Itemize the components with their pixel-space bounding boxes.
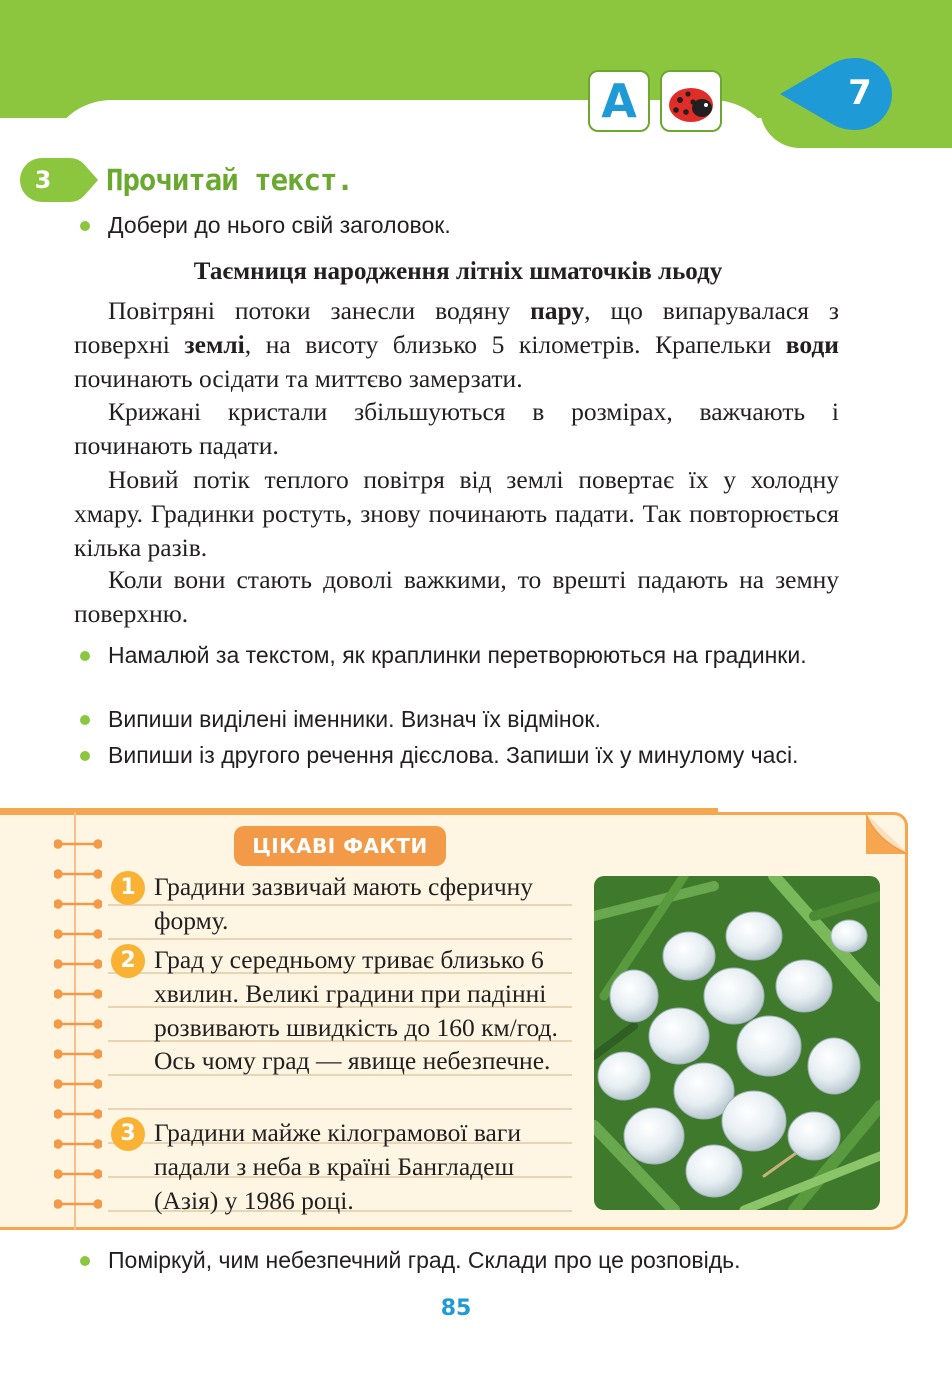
fact-text: Градини майже кілограмової ваги падали з неба в країні Бангладеш (Азія) у 1986 році. [154,1118,521,1215]
bullet-icon [80,651,90,661]
story-title: Таємниця народження літніх шматочків льоду [193,258,723,285]
fact-number: 2 [120,948,136,973]
fact-number: 1 [120,875,136,900]
page-fold-icon [866,814,908,854]
page-number: 85 [440,1296,472,1321]
ruled-line [108,1108,572,1110]
final-task: Поміркуй, чим небезпечний град. Склади про це розповідь. [76,1245,840,1276]
fact-text: Град у середньому триває близько 6 хвилин. Великі градини при падінні розвивають швидкість до 160 км/год. Ось чому град — явище небезпечне. [154,945,558,1076]
letter-a-badge [590,72,648,130]
highlighted-noun: води [785,329,840,359]
highlighted-noun: землі [184,329,245,359]
bullet-icon [80,751,90,761]
fact-text: Градини зазвичай мають сферичну форму. [154,872,534,935]
task-instruction: Добери до нього свій заголовок. [76,210,451,241]
spiral-binding-icon [54,832,102,1216]
facts-label: ЦІКАВІ ФАКТИ [234,826,446,866]
ladybug-badge [662,72,720,130]
task-item: Випиши виділені іменники. Визнач їх відмінок. [76,704,840,735]
bullet-icon [80,1256,90,1266]
letter-a-icon: A [601,74,637,128]
story-paragraph-4: Коли вони стають доволі важкими, то врешті падають на земну поверхню. [74,565,839,628]
bullet-icon [80,715,90,725]
ladybug-icon [662,72,720,130]
task-number: 3 [34,166,52,194]
hailstones-photo [594,876,880,1210]
story-paragraph-2: Крижані кристали збільшуються в розмірах, важчають і починають падати. [74,397,839,460]
task-item: Випиши із другого речення дієслова. Запиши їх у минулому часі. [76,740,840,771]
fact-number: 3 [120,1121,136,1146]
task-title: Прочитай текст. [106,163,353,197]
story-paragraph-3: Новий потік теплого повітря від землі повертає їх у холодну хмару. Градинки ростуть, знову починають падати. Так повторюється кілька разів. [74,465,839,562]
task-item: Намалюй за текстом, як краплинки перетворюються на градинки. [76,640,840,671]
unit-number: 7 [848,73,872,113]
ruled-line [108,938,572,940]
story-paragraph-1: Повітряні потоки занесли водяну пару, що випарувалася з поверхні землі, на висоту близько 5 кілометрів. Крапельки води починають осідати та миттєво замерзати. [74,296,840,393]
bullet-icon [80,221,90,231]
highlighted-noun: пару [530,296,585,325]
